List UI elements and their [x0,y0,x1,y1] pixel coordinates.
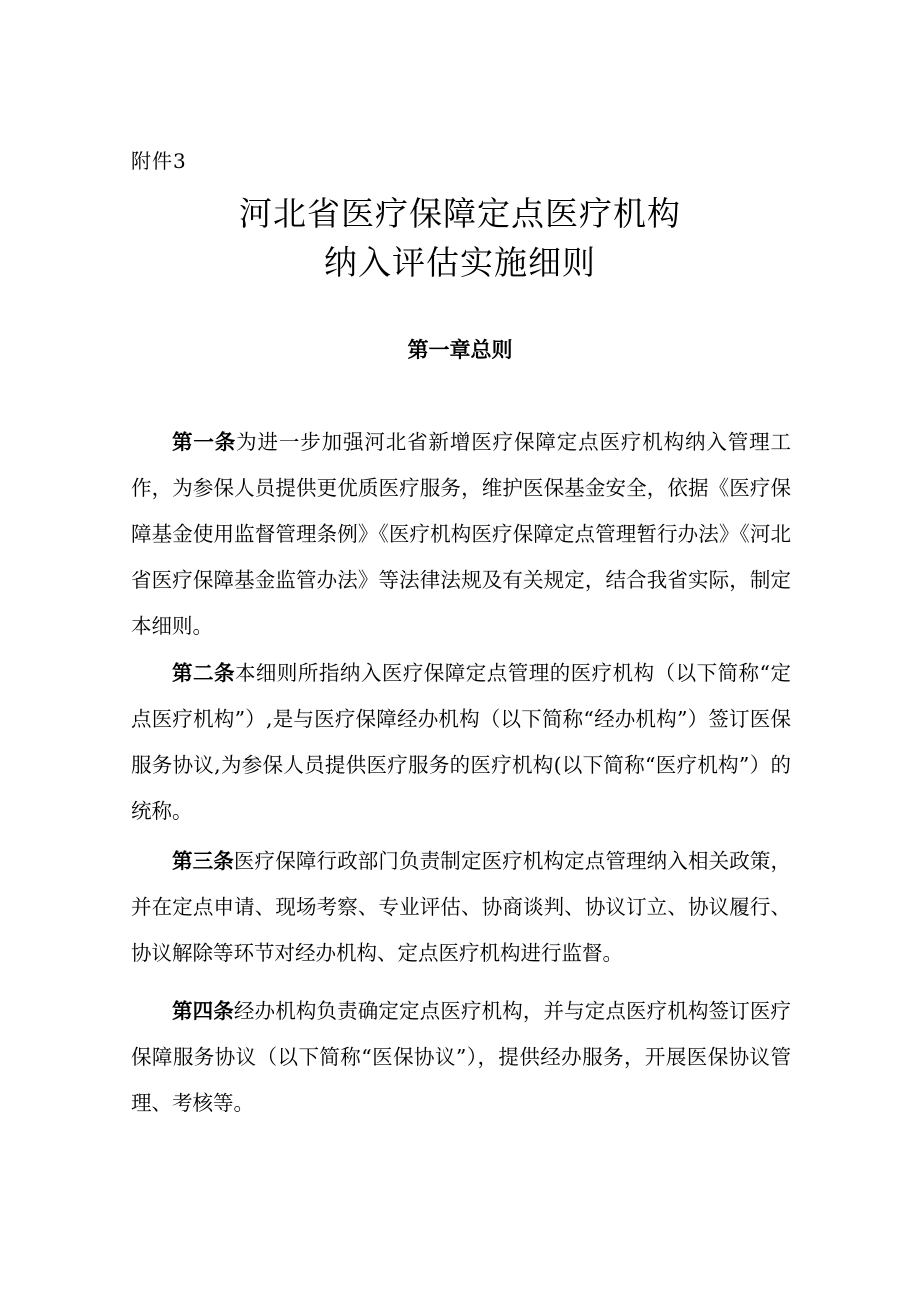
chapter-heading: 第一章总则 [407,338,513,362]
document-title-line-2: 纳入评估实施细则 [324,243,596,282]
article-4 [131,988,791,1126]
article-3-text: 医疗保障行政部门负责制定医疗机构定点管理纳入相关政策，并在定点申请、现场考察、专业评估、协商谈判、协议订立、协议履行、协议解除等环节对经办机构、定点医疗机构进行监督。 [131,849,792,965]
article-2 [131,650,791,834]
attachment-label: 附件3 [131,149,187,173]
article-2-number: 第二条 [172,661,235,685]
article-4-text: 经办机构负责确定定点医疗机构，并与定点医疗机构签订医疗保障服务协议（以下简称“医保协议”），提供经办服务，开展医保协议管理、考核等。 [131,999,792,1115]
article-4-number: 第四条 [172,999,234,1023]
article-1-number: 第一条 [172,430,237,454]
article-1-text: 为进一步加强河北省新增医疗保障定点医疗机构纳入管理工作，为参保人员提供更优质医疗服务，维护医保基金安全，依据《医疗保障基金使用监督管理条例》《医疗机构医疗保障定点管理暂行办法》《河北省医疗保障基金监管办法》等法律法规及有关规定，结合我省实际，制定本细则。 [131,430,791,638]
article-3-number: 第三条 [172,849,234,873]
document-title-line-1: 河北省医疗保障定点医疗机构 [239,194,681,233]
article-2-text: 本细则所指纳入医疗保障定点管理的医疗机构（以下简称“定点医疗机构”）,是与医疗保障经办机构（以下简称“经办机构”）签订医保服务协议,为参保人员提供医疗服务的医疗机构(以下简称“医疗机构”）的统称。 [131,661,791,823]
article-3 [131,838,791,976]
article-1 [131,419,791,649]
